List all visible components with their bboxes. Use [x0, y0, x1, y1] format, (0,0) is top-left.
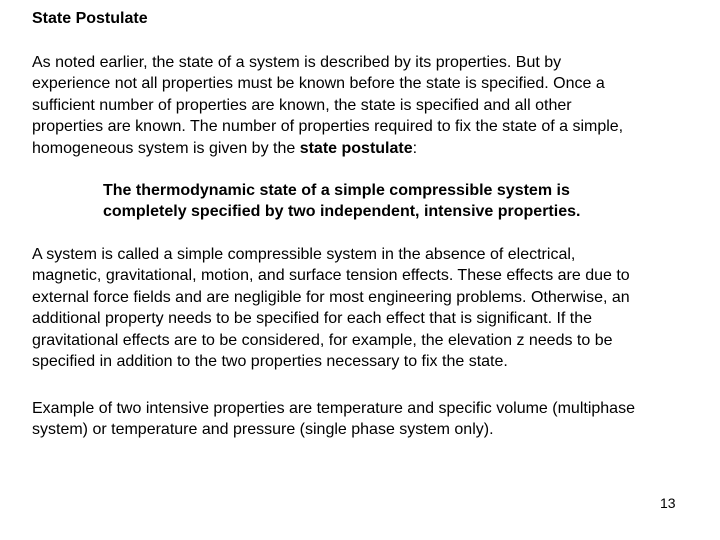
intro-last-line-suffix: :	[412, 139, 418, 157]
page-number: 13	[660, 495, 676, 511]
intro-last-line	[32, 138, 720, 159]
explanation-line: specified in addition to the two properties necessary to fix the state.	[32, 353, 508, 371]
explanation-line: external force fields and are negligible for most engineering problems. Otherwise, an	[32, 288, 630, 306]
intro-line: properties are known. The number of properties required to fix the state of a simple,	[32, 118, 624, 136]
postulate-statement	[103, 180, 703, 223]
explanation-line: gravitational effects are to be considered, for example, the elevation z needs to be	[32, 331, 613, 349]
explanation-line: additional property needs to be specified for each effect that is significant. If the	[32, 310, 593, 328]
example-paragraph	[32, 398, 720, 441]
explanation-line: magnetic, gravitational, motion, and surface tension effects. These effects are due to	[32, 267, 630, 285]
postulate-line: The thermodynamic state of a simple compressible system is	[103, 182, 570, 199]
intro-line: sufficient number of properties are known, the state is specified and all other	[32, 96, 572, 114]
slide-title: State Postulate	[32, 10, 148, 27]
explanation-paragraph	[32, 244, 720, 372]
intro-line: experience not all properties must be known before the state is specified. Once a	[32, 75, 605, 93]
intro-paragraph	[32, 52, 720, 159]
postulate-line: completely specified by two independent, intensive properties.	[103, 203, 581, 221]
state-postulate-term: state postulate	[299, 139, 413, 157]
example-line: system) or temperature and pressure (single phase system only).	[32, 421, 494, 439]
intro-line: As noted earlier, the state of a system is described by its properties. But by	[32, 54, 562, 71]
intro-last-line-prefix: homogeneous system is given by the	[32, 139, 300, 157]
explanation-line: A system is called a simple compressible system in the absence of electrical,	[32, 246, 576, 263]
example-line: Example of two intensive properties are temperature and specific volume (multiphase	[32, 400, 635, 417]
